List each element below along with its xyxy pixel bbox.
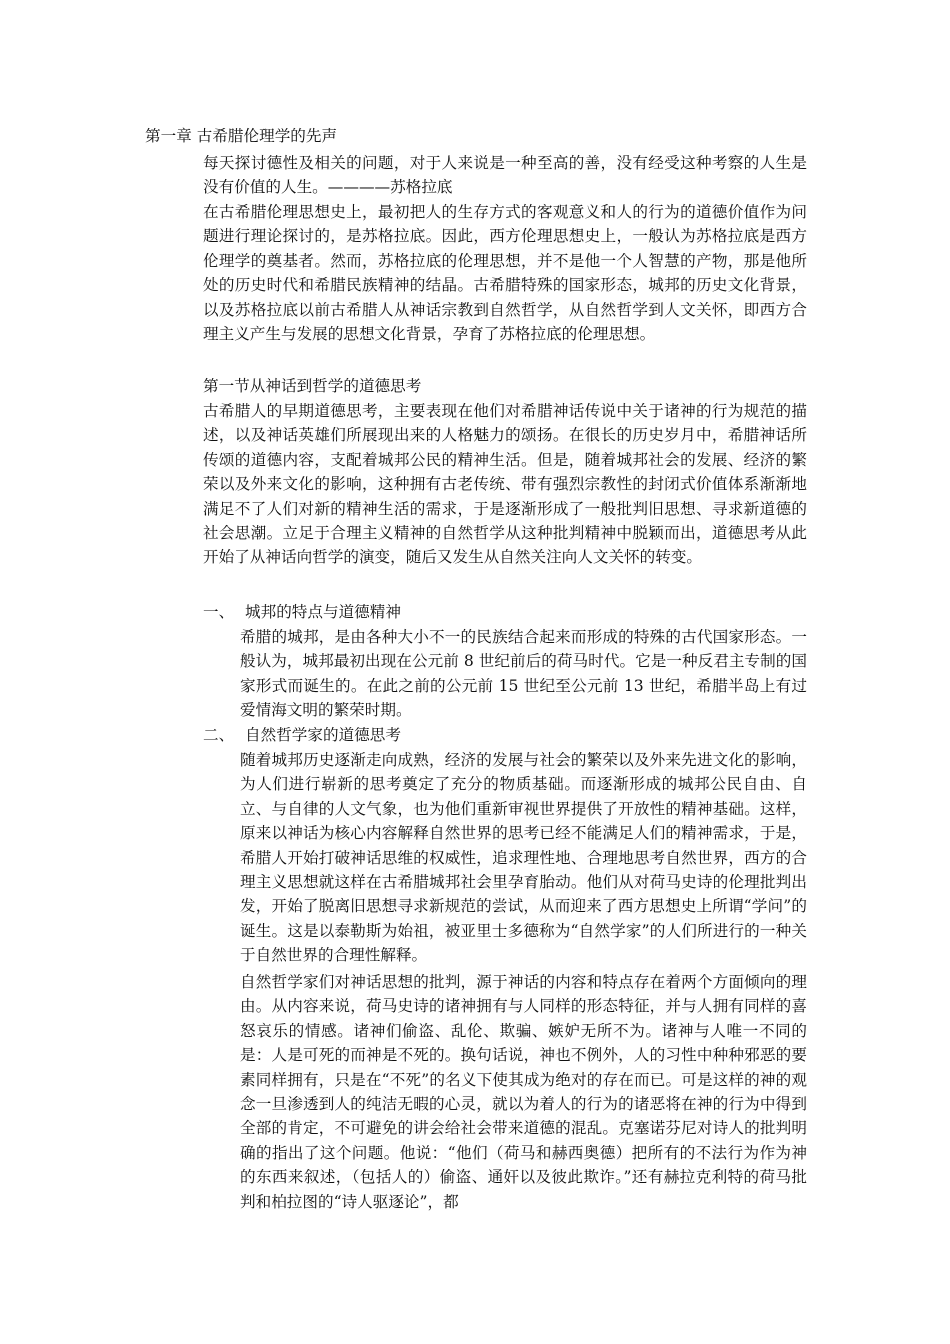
chapter-title: 第一章 古希腊伦理学的先声 [145, 127, 338, 145]
intro-paragraph: 在古希腊伦理思想史上，最初把人的生存方式的客观意义和人的行为的道德价值作为问题进行理论探讨的，是苏格拉底。因此，西方伦理思想史上，一般认为苏格拉底是西方伦理学的奠基者。然而，苏格拉底的伦理思想，并不是他一个人智慧的产物，那是他所处的历史时代和希腊民族精神的结晶。古希腊特殊的国家形态，城邦的历史文化背景，以及苏格拉底以前古希腊人从神话宗教到自然哲学，从自然哲学到人文关怀，即西方合理主义产生与发展的思想文化背景，孕育了苏格拉底的伦理思想。 [203, 203, 807, 344]
subsection-2-paragraph-1: 随着城邦历史逐渐走向成熟，经济的发展与社会的繁荣以及外来先进文化的影响，为人们进行崭新的思考奠定了充分的物质基础。而逐渐形成的城邦公民自由、自立、与自律的人文气象，也为他们重新审视世界提供了开放性的精神基础。这样，原来以神话为核心内容解释自然世界的思考已经不能满足人们的精神需求，于是，希腊人开始打破神话思维的权威性，追求理性地、合理地思考自然世界，西方的合理主义思想就这样在古希腊城邦社会里孕育胎动。他们从对荷马史诗的伦理批判出发，开始了脱离旧思想寻求新规范的尝试，从而迎来了西方思想史上所谓“学问”的诞生。这是以泰勒斯为始祖，被亚里士多德称为“自然学家”的人们所进行的一种关于自然世界的合理性解释。 [240, 751, 807, 965]
subsection-1-title: 城邦的特点与道德精神 [245, 603, 401, 621]
epigraph: 每天探讨德性及相关的问题，对于人来说是一种至高的善，没有经受这种考察的人生是没有价值的人生。————苏格拉底 [203, 154, 807, 197]
section-title: 第一节从神话到哲学的道德思考 [203, 377, 422, 395]
subsection-2-title: 自然哲学家的道德思考 [245, 726, 401, 744]
subsection-2-paragraph-2: 自然哲学家们对神话思想的批判，源于神话的内容和特点存在着两个方面倾向的理由。从内容来说，荷马史诗的诸神拥有与人同样的形态特征，并与人拥有同样的喜怒哀乐的情感。诸神们偷盗、乱伦、欺骗、嫉妒无所不为。诸神与人唯一不同的是：人是可死的而神是不死的。换句话说，神也不例外，人的习性中种种邪恶的要素同样拥有，只是在“不死”的名义下使其成为绝对的存在而已。可是这样的神的观念一旦渗透到人的纯洁无暇的心灵，就以为着人的行为的诸恶将在神的行为中得到全部的肯定，不可避免的讲会给社会带来道德的混乱。克塞诺芬尼对诗人的批判明确的指出了这个问题。他说：“他们（荷马和赫西奥德）把所有的不法行为作为神的东西来叙述，（包括人的）偷盗、通奸以及彼此欺诈。”还有赫拉克利特的荷马批判和柏拉图的“诗人驱逐论”，都 [240, 973, 807, 1211]
section-paragraph: 古希腊人的早期道德思考，主要表现在他们对希腊神话传说中关于诸神的行为规范的描述，以及神话英雄们所展现出来的人格魅力的颂扬。在很长的历史岁月中，希腊神话所传颂的道德内容，支配着城邦公民的精神生活。但是，随着城邦社会的发展、经济的繁荣以及外来文化的影响，这种拥有古老传统、带有强烈宗教性的封闭式价值体系渐渐地满足不了人们对新的精神生活的需求，于是逐渐形成了一般批判旧思想、寻求新道德的社会思潮。立足于合理主义精神的自然哲学从这种批判精神中脱颖而出，道德思考从此开始了从神话向哲学的演变，随后又发生从自然关注向人文关怀的转变。 [203, 402, 807, 567]
subsection-2-number: 二、 [203, 726, 235, 744]
subsection-1-number: 一、 [203, 603, 235, 621]
subsection-1-paragraph: 希腊的城邦，是由各种大小不一的民族结合起来而形成的特殊的古代国家形态。一般认为，城邦最初出现在公元前 8 世纪前后的荷马时代。它是一种反君主专制的国家形式而诞生的。在此之前的公元前 15 世纪至公元前 13 世纪，希腊半岛上有过爱情海文明的繁荣时期。 [240, 628, 807, 720]
